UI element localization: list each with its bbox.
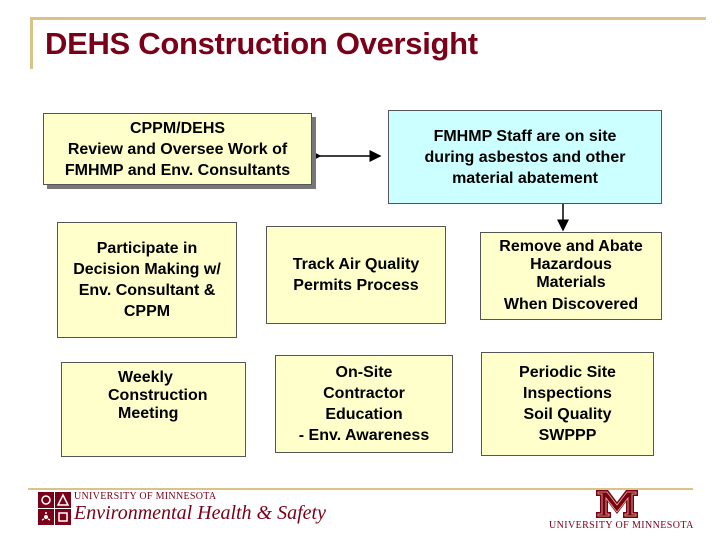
- university-wordmark-small: UNIVERSITY OF MINNESOTA: [74, 491, 217, 502]
- box-line: CPPM/DEHS: [129, 119, 226, 137]
- block-m-logo: [596, 490, 638, 518]
- box-line: SWPPP: [538, 427, 597, 444]
- university-wordmark-right: UNIVERSITY OF MINNESOTA: [549, 520, 694, 531]
- box-line: Soil Quality: [523, 406, 612, 423]
- department-wordmark: Environmental Health & Safety: [74, 502, 326, 524]
- box-line: Inspections: [523, 385, 612, 402]
- box-line: Weekly: [118, 369, 173, 386]
- box-remove-abate: [480, 232, 662, 320]
- box-line: Review and Oversee Work of: [67, 140, 288, 158]
- box-fmhmp-staff: [388, 110, 662, 204]
- box-periodic: [481, 352, 654, 456]
- box-line: Periodic Site: [519, 364, 616, 381]
- box-line: Env. Consultant &: [78, 282, 216, 299]
- box-line: Hazardous: [530, 256, 612, 273]
- box-line: - Env. Awareness: [298, 427, 430, 444]
- box-participate: [57, 222, 237, 338]
- box-line: Remove and Abate: [499, 238, 643, 255]
- box-line: Permits Process: [293, 277, 419, 294]
- box-track-air: [266, 226, 446, 324]
- page-title: DEHS Construction Oversight: [45, 26, 478, 61]
- box-line: CPPM: [123, 303, 171, 320]
- box-line: Participate in: [96, 240, 198, 257]
- box-line: Materials: [536, 274, 606, 291]
- box-weekly: [61, 362, 246, 457]
- box-line: during asbestos and other: [424, 148, 626, 166]
- box-line: Meeting: [118, 405, 179, 422]
- box-line: On-Site: [335, 364, 393, 381]
- box-cppm-review: [43, 113, 312, 185]
- box-line: When Discovered: [503, 296, 639, 313]
- box-line: Education: [325, 406, 403, 423]
- box-line: Decision Making w/: [73, 261, 221, 278]
- footer-divider: [28, 488, 693, 490]
- box-line: Construction: [108, 387, 208, 404]
- box-line: FMHMP Staff are on site: [433, 127, 617, 145]
- box-line: Track Air Quality: [292, 256, 420, 273]
- box-onsite: [275, 355, 453, 453]
- box-line: FMHMP and Env. Consultants: [64, 161, 291, 179]
- box-line: Contractor: [323, 385, 405, 402]
- ehs-hazard-icons-logo: [38, 492, 72, 526]
- box-line: material abatement: [452, 169, 598, 187]
